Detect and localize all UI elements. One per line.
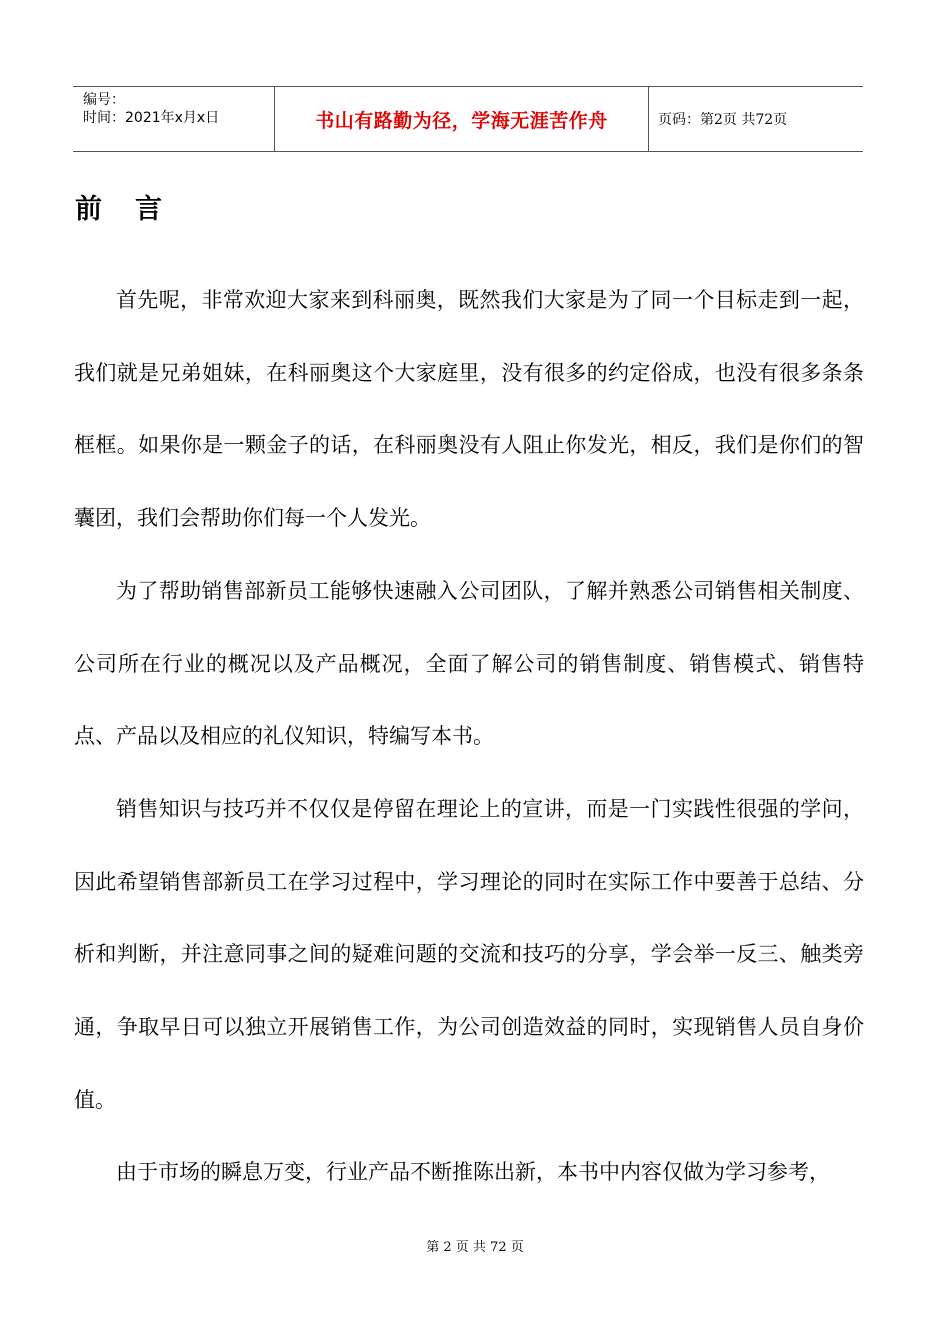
header-page-info: 页码：第2页 共72页 bbox=[658, 112, 788, 128]
paragraph: 为了帮助销售部新员工能够快速融入公司团队，了解并熟悉公司销售相关制度、公司所在行业的概况以及产品概况，全面了解公司的销售制度、销售模式、销售特点、产品以及相应的礼仪知识，特编写本书。 bbox=[74, 578, 864, 749]
header-motto: 书山有路勤为径，学海无涯苦作舟 bbox=[275, 87, 649, 151]
document-body bbox=[74, 264, 864, 1209]
paragraph: 首先呢，非常欢迎大家来到科丽奥，既然我们大家是为了同一个目标走到一起，我们就是兄弟姐妹，在科丽奥这个大家庭里，没有很多的约定俗成，也没有很多条条框框。如果你是一颗金子的话，在科丽奥没有人阻止你发光，相反，我们是你们的智囊团，我们会帮助你们每一个人发光。 bbox=[74, 288, 864, 531]
date-label: 时间：2021年x月x日 bbox=[83, 110, 220, 126]
header-meta bbox=[73, 87, 275, 151]
paragraph: 销售知识与技巧并不仅仅是停留在理论上的宣讲，而是一门实践性很强的学问，因此希望销售部新员工在学习过程中，学习理论的同时在实际工作中要善于总结、分析和判断，并注意同事之间的疑难问题的交流和技巧的分享，学会举一反三、触类旁通，争取早日可以独立开展销售工作，为公司创造效益的同时，实现销售人员自身价值。 bbox=[74, 796, 864, 1112]
page-footer: 第 2 页 共 72 页 bbox=[426, 1240, 524, 1255]
document-title: 前言 bbox=[75, 194, 195, 225]
paragraph: 由于市场的瞬息万变，行业产品不断推陈出新，本书中内容仅做为学习参考， bbox=[116, 1160, 830, 1185]
serial-number-label: 编号： bbox=[83, 92, 125, 108]
page-header bbox=[73, 86, 863, 152]
